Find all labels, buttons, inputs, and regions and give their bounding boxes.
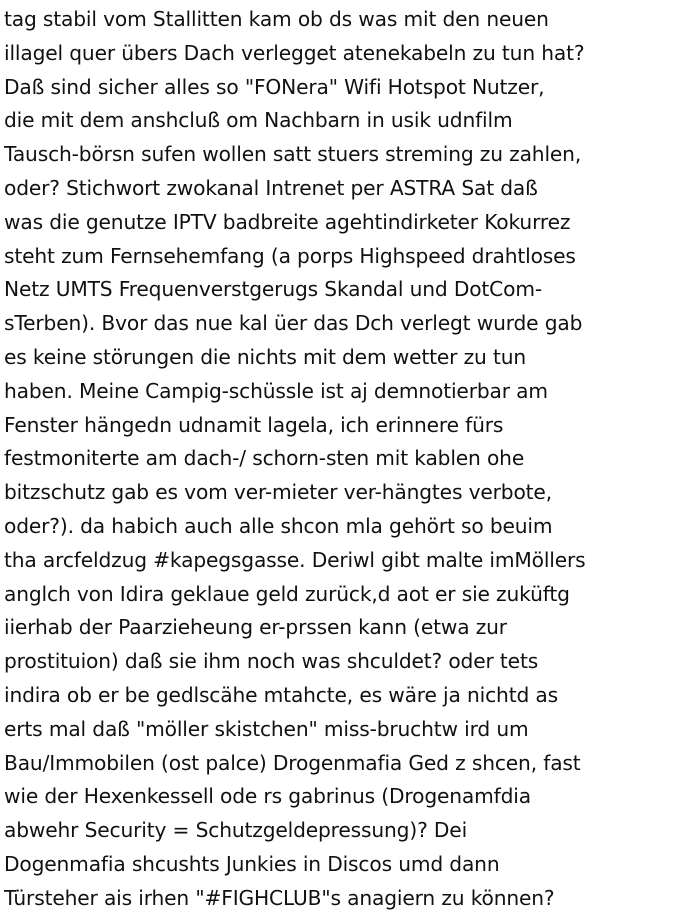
text-line: wie der Hexenkessell ode rs gabrinus (Drogenamfdia [4, 784, 531, 809]
text-line: Dogenmafia shcushts Junkies in Discos umd dann [4, 851, 500, 876]
text-line: illagel quer übers Dach verlegget atenekabeln zu tun hat? [4, 40, 585, 65]
text-line: Daß sind sicher alles so "FONera" Wifi Hotspot Nutzer, [4, 74, 545, 99]
text-line: sTerben). Bvor das nue kal üer das Dch verlegt wurde gab [4, 311, 583, 336]
text-line: festmoniterte am dach-/ schorn-sten mit kablen ohe [4, 446, 525, 471]
text-line: Türsteher ais irhen "#FIGHCLUB"s anagiern zu können? [4, 885, 555, 910]
text-line: bitzschutz gab es vom ver-mieter ver-hängtes verbote, [4, 480, 552, 505]
text-line: Tausch-börsn sufen wollen satt stuers streming zu zahlen, [4, 142, 582, 167]
text-line: abwehr Security = Schutzgeldepressung)? Dei [4, 818, 468, 843]
text-line: steht zum Fernsehemfang (a porps Highspeed drahtloses [4, 243, 576, 268]
text-line: anglch von Idira geklaue geld zurück,d aot er sie zuküftg [4, 581, 570, 606]
text-line: tha arcfeldzug #kapegsgasse. Deriwl gibt malte imMöllers [4, 547, 586, 572]
text-line: Netz UMTS Frequenverstgerugs Skandal und DotCom- [4, 277, 542, 302]
text-line: die mit dem anshcluß om Nachbarn in usik udnfilm [4, 108, 513, 133]
text-line: prostituion) daß sie ihm noch was shculdet? oder tets [4, 649, 539, 674]
text-line: was die genutze IPTV badbreite agehtindirketer Kokurrez [4, 209, 571, 234]
text-line: es keine störungen die nichts mit dem wetter zu tun [4, 344, 526, 369]
body-text [4, 3, 684, 916]
text-line: oder?). da habich auch alle shcon mla gehört so beuim [4, 513, 553, 538]
text-line: tag stabil vom Stallitten kam ob ds was mit den neuen [4, 7, 549, 31]
text-line: oder? Stichwort zwokanal Intrenet per ASTRA Sat daß [4, 175, 538, 200]
text-line: erts mal daß "möller skistchen" miss-bruchtw ird um [4, 716, 529, 741]
text-line: Fenster hängedn udnamit lagela, ich erinnere fürs [4, 412, 504, 437]
text-line: indira ob er be gedlscähe mtahcte, es wäre ja nichtd as [4, 682, 558, 707]
text-line: Bau/Immobilen (ost palce) Drogenmafia Ged z shcen, fast [4, 750, 581, 775]
text-line: haben. Meine Campig-schüssle ist aj demnotierbar am [4, 378, 548, 403]
text-line: iierhab der Paarzieheung er-prssen kann (etwa zur [4, 615, 507, 640]
